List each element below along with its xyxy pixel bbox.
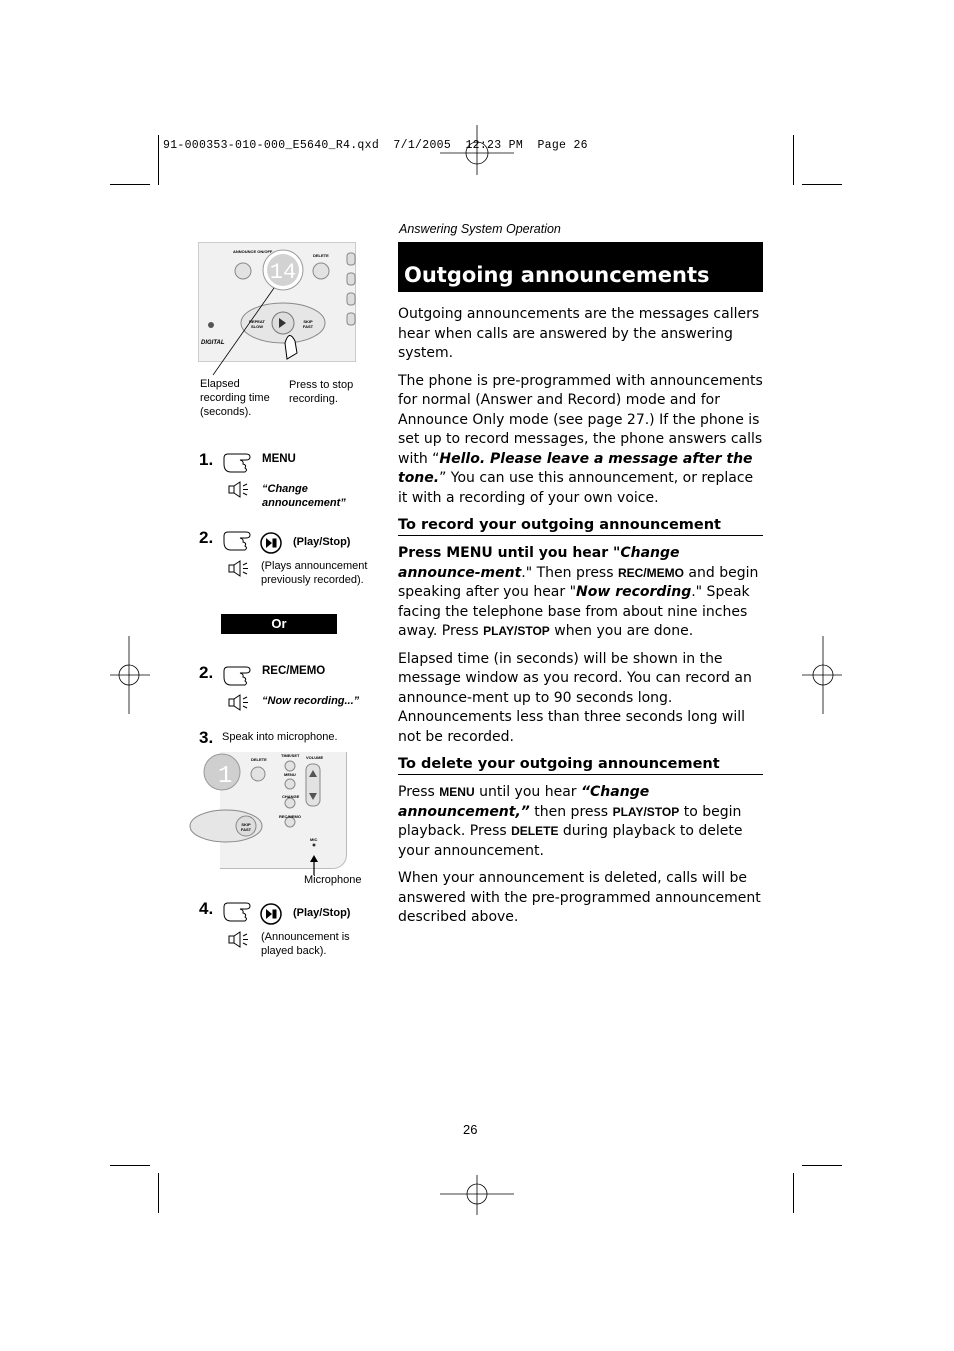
brand-label: DIGITAL xyxy=(201,340,225,346)
step-2b-prompt: “Now recording...” xyxy=(262,695,360,707)
delete-heading: To delete your outgoing announcement xyxy=(398,756,763,775)
device-photo-display xyxy=(198,242,356,362)
crop-mark xyxy=(158,1173,159,1213)
record-lead: Press MENU until you hear " xyxy=(398,545,621,561)
delete-text-span: then press xyxy=(529,803,613,820)
fig2-skip-label: SKIP FAST xyxy=(240,822,252,832)
label-microphone: Microphone xyxy=(304,874,362,886)
page-title xyxy=(398,242,763,292)
step-1-button: MENU xyxy=(262,453,296,465)
fig2-time-label: TIME/SET xyxy=(281,753,300,758)
step-2a-button: (Play/Stop) xyxy=(293,536,351,548)
delete-text-span: to begin playback. Press xyxy=(398,803,742,839)
speaker-icon xyxy=(228,481,250,499)
delete-text-span: Press xyxy=(398,784,440,800)
btn-delete-label: DELETE xyxy=(313,253,329,258)
crop-mark xyxy=(110,184,150,185)
fig2-mic-label: MIC xyxy=(310,837,318,842)
device-illustration-2 xyxy=(220,752,346,868)
record-text-span: when you are done. xyxy=(549,623,694,639)
btn-skip-label: SKIP FAST xyxy=(302,319,314,329)
intro-text xyxy=(398,305,764,516)
record-emphasis: Now recording xyxy=(576,584,692,600)
microphone-arrow xyxy=(308,855,320,875)
hand-icon xyxy=(222,530,254,552)
step-4-button: (Play/Stop) xyxy=(293,907,351,919)
fig2-change-label: CHANGE xyxy=(282,794,300,799)
delete-emphasis: “Change announcement,” xyxy=(398,784,650,820)
print-header: 91-000353-010-000_E5640_R4.qxd 7/1/2005 12:23 PM Page 26 xyxy=(163,139,588,152)
play-stop-icon xyxy=(260,532,284,556)
hand-icon xyxy=(222,665,254,687)
crop-mark xyxy=(158,135,159,185)
svg-text:1: 1 xyxy=(218,763,233,790)
key-play-stop: PLAY/STOP xyxy=(483,624,550,638)
display-digits: 14 xyxy=(269,260,297,285)
record-text xyxy=(398,544,764,755)
record-text-span: ." Then press xyxy=(521,564,618,581)
record-text-span: ." Speak facing the telephone base from about nine inches away. Press xyxy=(398,584,750,639)
delete-paragraph-2: When your announcement is deleted, calls will be answered with the pre-programmed announcement described above. xyxy=(398,870,761,925)
play-stop-icon xyxy=(260,903,284,927)
key-delete: DELETE xyxy=(511,824,559,838)
fig2-recmemo-label: REC/MEMO xyxy=(279,814,301,819)
page-title-text: Outgoing announcements xyxy=(404,263,710,287)
registration-mark-bottom xyxy=(440,1175,514,1215)
intro-emphasis: Hello. Please leave a message after the tone. xyxy=(398,450,753,486)
crop-mark xyxy=(793,1173,794,1213)
section-label: Answering System Operation xyxy=(399,222,561,236)
speaker-icon xyxy=(228,560,250,578)
delete-text-span: during playback to delete your announcement. xyxy=(398,823,743,859)
record-paragraph-2: Elapsed time (in seconds) will be shown in the message window as you record. You can record an announce-ment up to 90 seconds long. Announcements less than three seconds long will not be recorded. xyxy=(398,650,752,745)
hand-icon xyxy=(222,452,254,474)
step-1-prompt: “Change announcement” xyxy=(262,483,346,509)
step-3-text: Speak into microphone. xyxy=(222,731,338,743)
crop-mark xyxy=(802,184,842,185)
label-press-to-stop: Press to stop recording. xyxy=(289,379,354,405)
fig2-delete-label: DELETE xyxy=(251,757,267,762)
key-rec-memo: REC/MEMO xyxy=(617,565,684,580)
step-2b-button: REC/MEMO xyxy=(262,665,326,677)
registration-mark-left xyxy=(110,636,150,714)
delete-paragraph-1 xyxy=(398,783,764,861)
delete-text xyxy=(398,783,764,936)
device-photo-microphone xyxy=(220,752,347,869)
key-menu: MENU xyxy=(439,785,475,799)
step-4-number: 4. xyxy=(199,899,214,918)
btn-announce-label: ANNOUNCE ON/OFF xyxy=(233,249,273,254)
crop-mark xyxy=(802,1165,842,1166)
step-2a-number: 2. xyxy=(199,528,214,547)
intro-paragraph-2 xyxy=(398,372,764,509)
delete-text-span: until you hear xyxy=(474,784,582,800)
step-2a-note: (Plays announcement previously recorded). xyxy=(261,560,368,586)
step-4-note: (Announcement is played back). xyxy=(261,931,350,957)
intro-text-span: The phone is pre-programmed with announcements for normal (Answer and Record) mode and for Announce Only mode (see page 27.) If the phone is set up to record messages, the phone answers calls with “ xyxy=(398,372,763,467)
label-elapsed: Elapsed recording time (seconds). xyxy=(200,378,270,418)
hand-icon xyxy=(222,901,254,923)
key-play-stop: PLAY/STOP xyxy=(612,804,680,819)
record-lead-emphasis: Change announce-ment xyxy=(398,545,680,581)
crop-mark xyxy=(110,1165,150,1166)
speaker-icon xyxy=(228,694,250,712)
fig2-volume-label: VOLUME xyxy=(306,755,324,760)
crop-mark xyxy=(793,135,794,185)
intro-text-span: ” You can use this announcement, or replace it with a recording of your own voice. xyxy=(398,470,754,506)
intro-paragraph-1: Outgoing announcements are the messages callers hear when calls are answered by the answering system. xyxy=(398,306,760,361)
fig2-menu-label: MENU xyxy=(284,772,296,777)
btn-repeat-label: REPEAT SLOW xyxy=(249,319,265,329)
step-1-number: 1. xyxy=(199,450,214,469)
step-3-number: 3. xyxy=(199,728,214,747)
record-heading: To record your outgoing announcement xyxy=(398,517,763,536)
speaker-icon xyxy=(228,931,250,949)
page-number: 26 xyxy=(463,1122,478,1137)
step-2b-number: 2. xyxy=(199,663,214,682)
record-text-span: and begin speaking after you hear " xyxy=(398,564,759,600)
record-paragraph-1 xyxy=(398,544,764,642)
or-divider: Or xyxy=(221,614,337,634)
registration-mark-right xyxy=(802,636,842,714)
